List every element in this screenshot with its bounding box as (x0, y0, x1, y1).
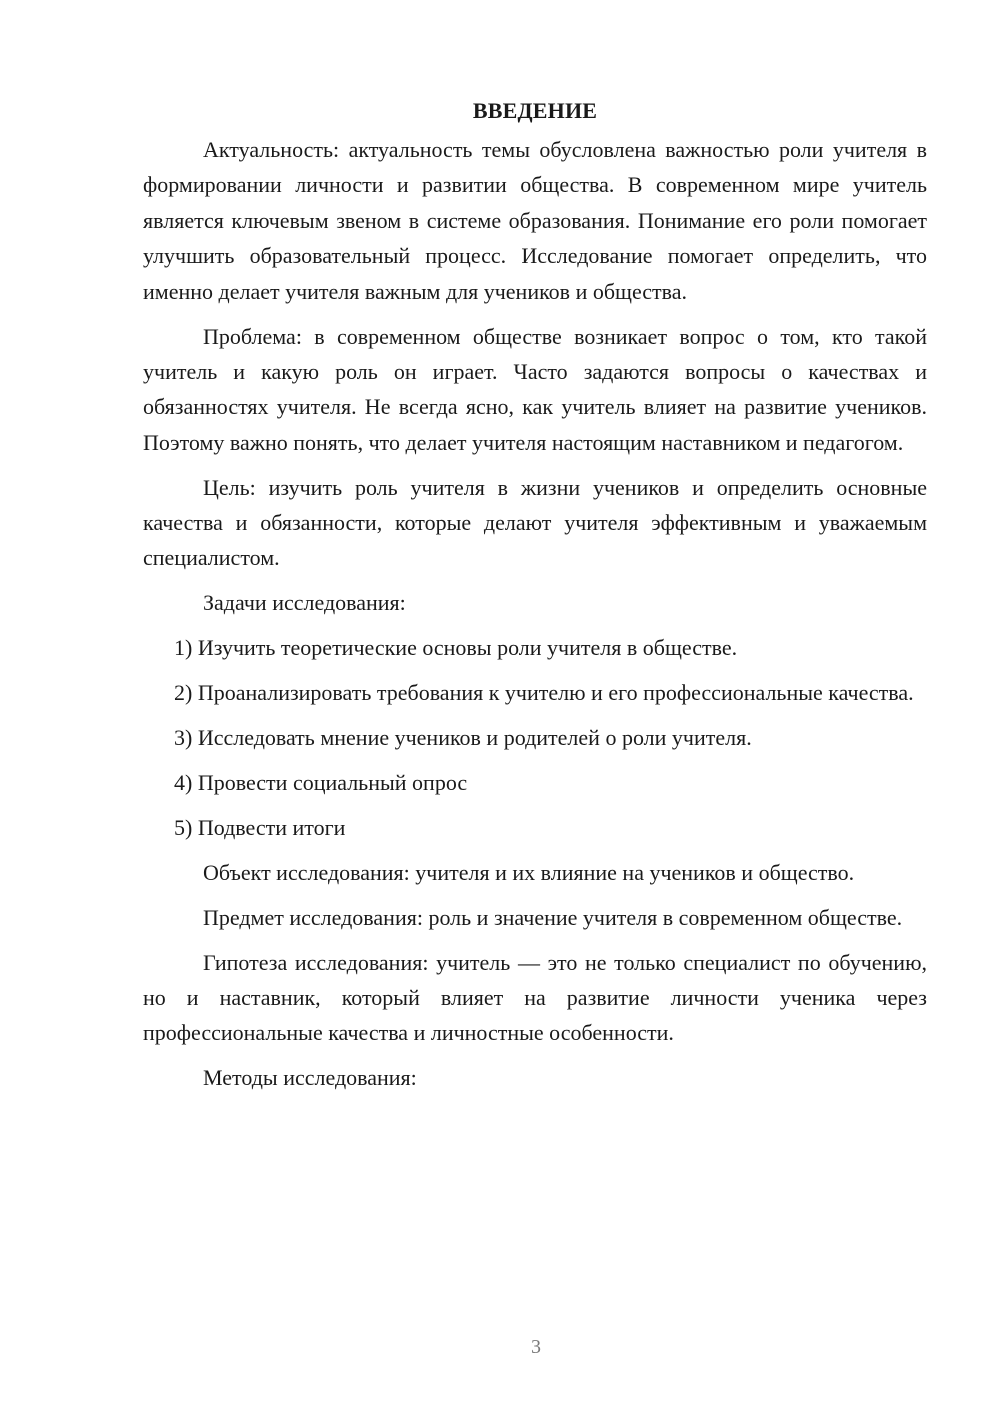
paragraph-problem: Проблема: в современном обществе возникает вопрос о том, кто такой учитель и какую роль он играет. Часто задаются вопросы о качествах и обязанностях учителя. Не всегда ясно, как учитель влияет на развитие учеников. Поэтому важно понять, что делает учителя настоящим наставником и педагогом. (143, 323, 927, 455)
paragraph-object: Объект исследования: учителя и их влияние на учеников и общество. (203, 859, 855, 885)
task-item-2: 2) Проанализировать требования к учителю и его профессиональные качества. (174, 680, 914, 706)
tasks-list (143, 630, 927, 845)
paragraph-methods-intro: Методы исследования: (203, 1065, 417, 1091)
task-item-5: 5) Подвести итоги (174, 814, 346, 840)
paragraph-subject: Предмет исследования: роль и значение учителя в современном обществе. (203, 904, 903, 930)
page-content (143, 94, 927, 1105)
section-heading: ВВЕДЕНИЕ (472, 98, 598, 123)
paragraph-goal: Цель: изучить роль учителя в жизни учеников и определить основные качества и обязанности, которые делают учителя эффективным и уважаемым специалистом. (143, 474, 927, 571)
paragraph-hypothesis: Гипотеза исследования: учитель — это не только специалист по обучению, но и наставник, который влияет на развитие личности ученика через профессиональные качества и личностные особенности. (143, 949, 927, 1046)
task-item-3: 3) Исследовать мнение учеников и родителей о роли учителя. (174, 725, 752, 751)
paragraph-tasks-intro: Задачи исследования: (203, 590, 406, 616)
paragraph-relevance: Актуальность: актуальность темы обусловлена важностью роли учителя в формировании личности и развитии общества. В современном мире учитель является ключевым звеном в системе образования. Понимание его роли помогает улучшить образовательный процесс. Исследование помогает определить, что именно делает учителя важным для учеников и общества. (143, 137, 927, 304)
task-item-1: 1) Изучить теоретические основы роли учителя в обществе. (174, 635, 738, 661)
task-item-4: 4) Провести социальный опрос (174, 770, 468, 795)
page-number: 3 (531, 1336, 541, 1358)
